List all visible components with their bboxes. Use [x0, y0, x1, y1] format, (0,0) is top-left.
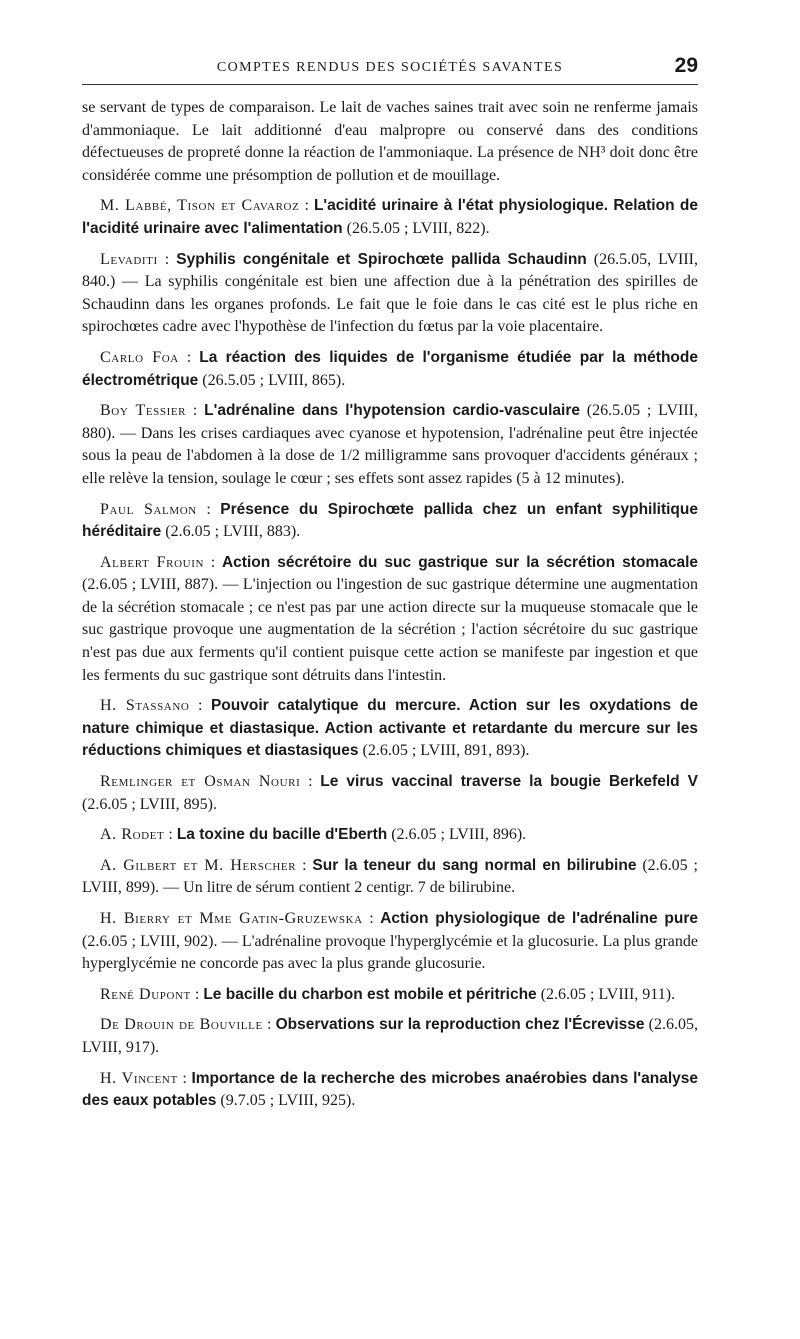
entry-title: La toxine du bacille d'Eberth	[176, 826, 388, 844]
entry-ref: (2.6.05 ; LVIII, 895).	[82, 795, 217, 813]
entry-ref: (2.6.05, LVIII, 917).	[82, 1016, 698, 1056]
entry-title: Le virus vaccinal traverse la bougie Berkefeld V	[320, 773, 698, 791]
entry-title: L'adrénaline dans l'hypotension cardio-vasculaire	[204, 402, 580, 420]
entry-author: Boy Tessier	[100, 402, 187, 420]
entry-sep: :	[362, 910, 381, 927]
entry-sep: :	[262, 1016, 276, 1034]
entry-ref: (26.5.05 ; LVIII, 822).	[342, 219, 490, 237]
bibliography-entry	[82, 499, 698, 544]
bibliography-entry	[82, 249, 698, 339]
entry-sep: :	[157, 250, 177, 268]
entry-author: Albert Frouin	[100, 553, 205, 571]
bibliography-entry	[82, 908, 698, 976]
entry-sep: :	[204, 553, 222, 571]
entry-title: Observations sur la reproduction chez l'Écrevisse	[275, 1016, 645, 1034]
entry-author: M. Labbé, Tison et Cavaroz	[100, 197, 300, 215]
running-title: COMPTES RENDUS DES SOCIÉTÉS SAVANTES	[216, 60, 564, 75]
running-header	[82, 52, 698, 85]
entry-ref: (2.6.05 ; LVIII, 902).	[82, 932, 218, 950]
entry-title: Importance de la recherche des microbes anaérobies dans l'analyse des eaux potables	[82, 1069, 698, 1110]
bibliography-entry	[82, 824, 698, 847]
entry-ref: (2.6.05 ; LVIII, 887).	[82, 576, 219, 594]
entry-title: Action physiologique de l'adrénaline pure	[380, 910, 698, 927]
entry-body: — Un litre de sérum contient 2 centigr. 7 de bilirubine.	[159, 879, 516, 897]
entry-sep: :	[189, 697, 211, 715]
entry-sep: :	[178, 348, 200, 366]
entry-title: L'acidité urinaire à l'état physiologique. Relation de l'acidité urinaire avec l'alimentation	[82, 197, 698, 237]
entry-author: René Dupont	[100, 985, 191, 1003]
entry-ref: (26.5.05 ; LVIII, 865).	[198, 371, 346, 389]
bibliography-entry	[82, 984, 698, 1007]
page-number: 29	[674, 54, 698, 77]
entry-title: Le bacille du charbon est mobile et péritriche	[203, 985, 537, 1003]
entry-body: — La syphilis congénitale est bien une affection due à la pénétration des spirilles de Schaudinn dans les organes profonds. Le fait que le foie dans le cas cité est le plus riche en spirochœtes cadre avec l'hypothèse de l'infection du fœtus par la voie placentaire.	[82, 273, 698, 336]
bibliography-entry	[82, 552, 698, 688]
bibliography-entry	[82, 1068, 698, 1113]
page-body	[82, 97, 698, 1113]
entry-title: Pouvoir catalytique du mercure. Action sur les oxydations de nature chimique et diastasique. Action activante et retardante du mercure sur les réductions chimiques et diastasiques	[82, 697, 698, 760]
entry-sep: :	[299, 197, 314, 215]
entry-author: Levaditi	[100, 250, 158, 268]
entry-body: — Dans les crises cardiaques avec cyanose et hypotension, l'adrénaline peut être injectée sous la peau de l'abdomen à la dose de 1/2 milligramme sans provoquer d'accidents généraux ; elle relève la tension, soulage le cœur ; ses effets sont assez rapides (5 à 12 minutes).	[82, 424, 698, 487]
entry-author: H. Vincent	[100, 1069, 178, 1087]
entry-sep: :	[164, 826, 177, 844]
entry-ref: (2.6.05 ; LVIII, 891, 893).	[358, 742, 530, 760]
entry-body: — L'injection ou l'ingestion de suc gastrique détermine une augmentation de la sécrétion stomacale ; ce n'est pas par une action directe sur la muqueuse stomacale que le suc gastrique provoque une augmentation de la sécrétion ; l'action sécrétoire du suc gastrique n'est pas due aux ferments qu'il contient puisque cette action se manifeste par ingestion et que les ferments du suc gastrique sont détruits dans l'intestin.	[82, 576, 698, 684]
bibliography-entry	[82, 695, 698, 763]
entry-title: Présence du Spirochœte pallida chez un enfant syphilitique héréditaire	[82, 500, 698, 541]
entry-title: La réaction des liquides de l'organisme étudiée par la méthode électrométrique	[82, 348, 698, 389]
entry-author: Carlo Foa	[100, 348, 179, 366]
entry-ref: (9.7.05 ; LVIII, 925).	[216, 1092, 356, 1110]
bibliography-entry	[82, 400, 698, 490]
entry-title: Sur la teneur du sang normal en bilirubine	[312, 856, 637, 874]
entry-ref: (2.6.05 ; LVIII, 883).	[161, 523, 301, 541]
entry-author: Paul Salmon	[100, 500, 197, 518]
entry-ref: (2.6.05 ; LVIII, 896).	[387, 826, 527, 844]
entry-body: — L'adrénaline provoque l'hyperglycémie et la glucosurie. La plus grande hyperglycémie ne concorde pas avec la plus grande glucosurie.	[82, 932, 699, 973]
entry-list	[82, 195, 698, 1112]
entry-sep: :	[190, 985, 204, 1003]
document-page	[82, 52, 698, 1113]
entry-title: Action sécrétoire du suc gastrique sur la sécrétion stomacale	[221, 553, 698, 571]
bibliography-entry	[82, 1014, 698, 1059]
bibliography-entry	[82, 855, 698, 900]
entry-author: H. Stassano	[100, 697, 190, 715]
intro-paragraph: se servant de types de comparaison. Le lait de vaches saines trait avec soin ne renferme jamais d'ammoniaque. Le lait additionné d'eau malpropre ou conservé dans des conditions défectueuses de propreté donne la réaction de l'ammoniaque. La présence de NH³ doit donc être considérée comme une présomption de pollution et de mouillage.	[82, 99, 698, 184]
entry-author: Remlinger et Osman Nouri	[100, 773, 301, 791]
bibliography-entry	[82, 347, 698, 392]
entry-sep: :	[186, 402, 205, 420]
entry-sep: :	[296, 856, 313, 874]
entry-ref: (26.5.05 ; LVIII, 880).	[82, 402, 698, 442]
entry-sep: :	[300, 773, 321, 791]
entry-sep: :	[196, 500, 221, 518]
entry-ref: (2.6.05 ; LVIII, 899).	[82, 856, 698, 897]
entry-author: De Drouin de Bouville	[100, 1016, 263, 1034]
bibliography-entry	[82, 771, 698, 816]
bibliography-entry	[82, 195, 698, 240]
entry-ref: (2.6.05 ; LVIII, 911).	[536, 985, 676, 1003]
entry-author: A. Gilbert et M. Herscher	[100, 856, 297, 874]
entry-author: H. Bierry et Mme Gatin-Gruzewska	[100, 910, 363, 927]
entry-title: Syphilis congénitale et Spirochœte pallida Schaudinn	[176, 250, 587, 268]
entry-sep: :	[177, 1069, 192, 1087]
entry-ref: (26.5.05, LVIII, 840.)	[82, 250, 699, 291]
entry-author: A. Rodet	[100, 826, 165, 844]
